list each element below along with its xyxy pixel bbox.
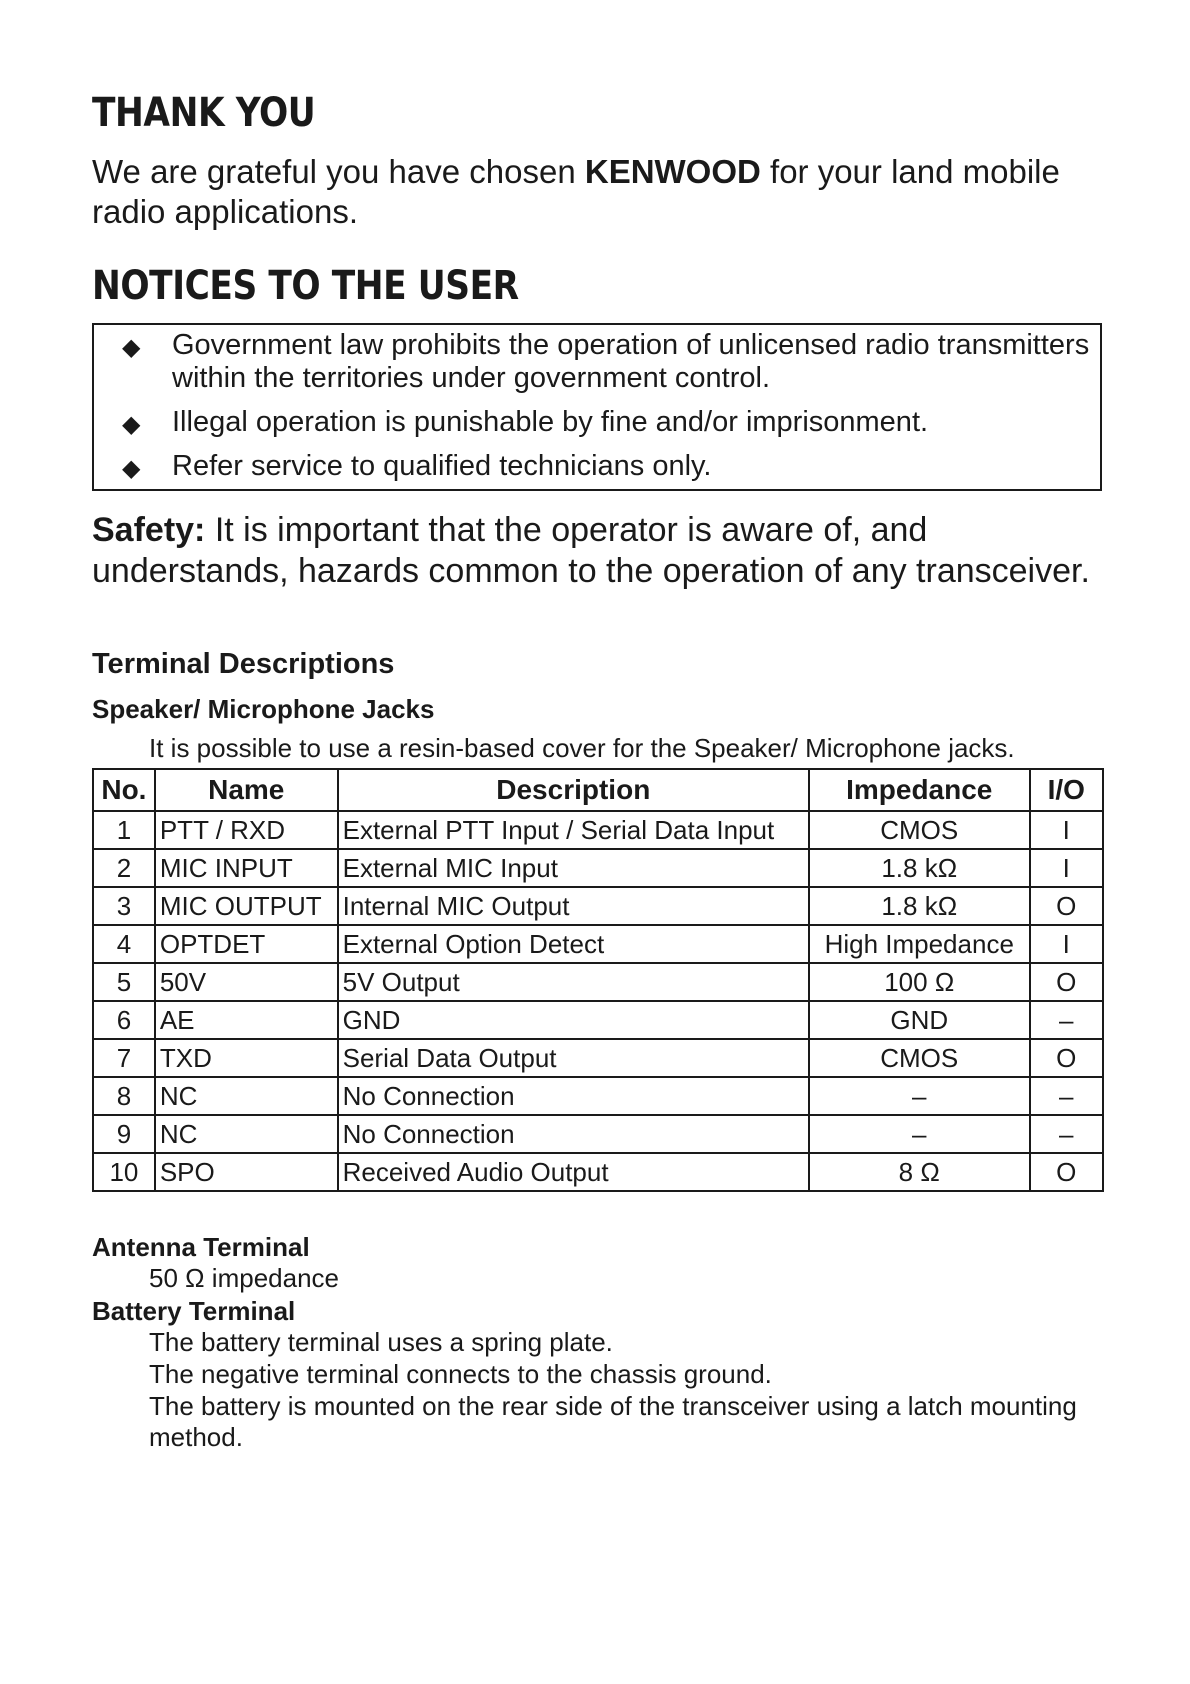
cell-impedance: – [809,1115,1030,1153]
cell-io: – [1030,1001,1103,1039]
cell-io: – [1030,1115,1103,1153]
cell-description: Received Audio Output [338,1153,809,1191]
battery-terminal-line: The negative terminal connects to the chassis ground. [149,1359,772,1389]
notice-item [94,406,1100,439]
cell-impedance: 100 Ω [809,963,1030,1001]
antenna-terminal-text: 50 Ω impedance [149,1263,339,1293]
cell-impedance: CMOS [809,1039,1030,1077]
safety-text: It is important that the operator is aware of, and understands, hazards common to the operation of any transceiver. [92,511,1090,590]
cell-name: MIC OUTPUT [155,887,338,925]
table-row [93,1039,1103,1077]
cell-no: 9 [93,1115,155,1153]
cell-description: No Connection [338,1077,809,1115]
cell-no: 4 [93,925,155,963]
cell-name: 50V [155,963,338,1001]
cell-name: NC [155,1077,338,1115]
cell-impedance: 8 Ω [809,1153,1030,1191]
notice-text: Refer service to qualified technicians only. [172,450,712,482]
safety-label: Safety: [92,511,206,549]
cell-no: 1 [93,811,155,849]
table-row [93,963,1103,1001]
cell-description: External MIC Input [338,849,809,887]
cell-impedance: 1.8 kΩ [809,849,1030,887]
cell-io: – [1030,1077,1103,1115]
table-row [93,811,1103,849]
jacks-table [92,768,1104,1192]
notice-text: Government law prohibits the operation of unlicensed radio transmitters within the territories under government control. [172,329,1090,394]
battery-terminal-title: Battery Terminal [92,1296,296,1326]
brand-name: KENWOOD [584,153,761,190]
cell-description: 5V Output [338,963,809,1001]
cell-no: 6 [93,1001,155,1039]
cell-description: Internal MIC Output [338,887,809,925]
diamond-bullet-icon: ◆ [122,455,141,482]
terminal-descriptions-title: Terminal Descriptions [92,648,395,680]
cell-io: I [1030,811,1103,849]
cell-name: SPO [155,1153,338,1191]
diamond-bullet-icon: ◆ [122,334,141,361]
cell-io: O [1030,963,1103,1001]
cell-description: Serial Data Output [338,1039,809,1077]
notice-box [92,323,1102,491]
cell-name: PTT / RXD [155,811,338,849]
cell-name: AE [155,1001,338,1039]
notice-list [94,325,1100,483]
cell-no: 7 [93,1039,155,1077]
cell-impedance: 1.8 kΩ [809,887,1030,925]
cell-name: TXD [155,1039,338,1077]
battery-terminal-line: The battery terminal uses a spring plate. [149,1327,613,1357]
cell-description: No Connection [338,1115,809,1153]
notice-item [94,329,1100,395]
cell-impedance: CMOS [809,811,1030,849]
notice-item [94,450,1100,483]
cell-no: 3 [93,887,155,925]
battery-terminal-line: The battery is mounted on the rear side of the transceiver using a latch mounting method. [149,1391,1077,1452]
cell-io: O [1030,887,1103,925]
thank-you-text-end: for your land mobile radio applications. [92,153,1060,230]
header-impedance: Impedance [809,769,1030,811]
diamond-bullet-icon: ◆ [122,411,141,438]
cell-name: OPTDET [155,925,338,963]
header-no: No. [93,769,155,811]
header-io: I/O [1030,769,1103,811]
table-row [93,887,1103,925]
table-row [93,849,1103,887]
notice-text: Illegal operation is punishable by fine and/or imprisonment. [172,406,929,438]
table-row [93,1077,1103,1115]
cell-impedance: High Impedance [809,925,1030,963]
table-row [93,1001,1103,1039]
cell-no: 8 [93,1077,155,1115]
cell-description: External Option Detect [338,925,809,963]
thank-you-title: THANK YOU [92,90,316,136]
jacks-subtitle: Speaker/ Microphone Jacks [92,694,435,724]
cell-no: 2 [93,849,155,887]
cell-io: I [1030,849,1103,887]
safety-paragraph [92,510,1092,592]
cell-io: I [1030,925,1103,963]
cell-io: O [1030,1039,1103,1077]
thank-you-text-start: We are grateful you have chosen [92,153,585,190]
cell-no: 5 [93,963,155,1001]
cell-description: External PTT Input / Serial Data Input [338,811,809,849]
notices-title: NOTICES TO THE USER [92,263,519,309]
table-header-row [93,769,1103,811]
cell-name: MIC INPUT [155,849,338,887]
cell-impedance: GND [809,1001,1030,1039]
cell-impedance: – [809,1077,1030,1115]
header-description: Description [338,769,809,811]
cell-description: GND [338,1001,809,1039]
cell-io: O [1030,1153,1103,1191]
header-name: Name [155,769,338,811]
thank-you-body [92,152,1092,232]
cell-no: 10 [93,1153,155,1191]
table-row [93,1115,1103,1153]
cell-name: NC [155,1115,338,1153]
table-row [93,925,1103,963]
table-row [93,1153,1103,1191]
antenna-terminal-title: Antenna Terminal [92,1232,310,1262]
jacks-note: It is possible to use a resin-based cover for the Speaker/ Microphone jacks. [149,733,1015,763]
